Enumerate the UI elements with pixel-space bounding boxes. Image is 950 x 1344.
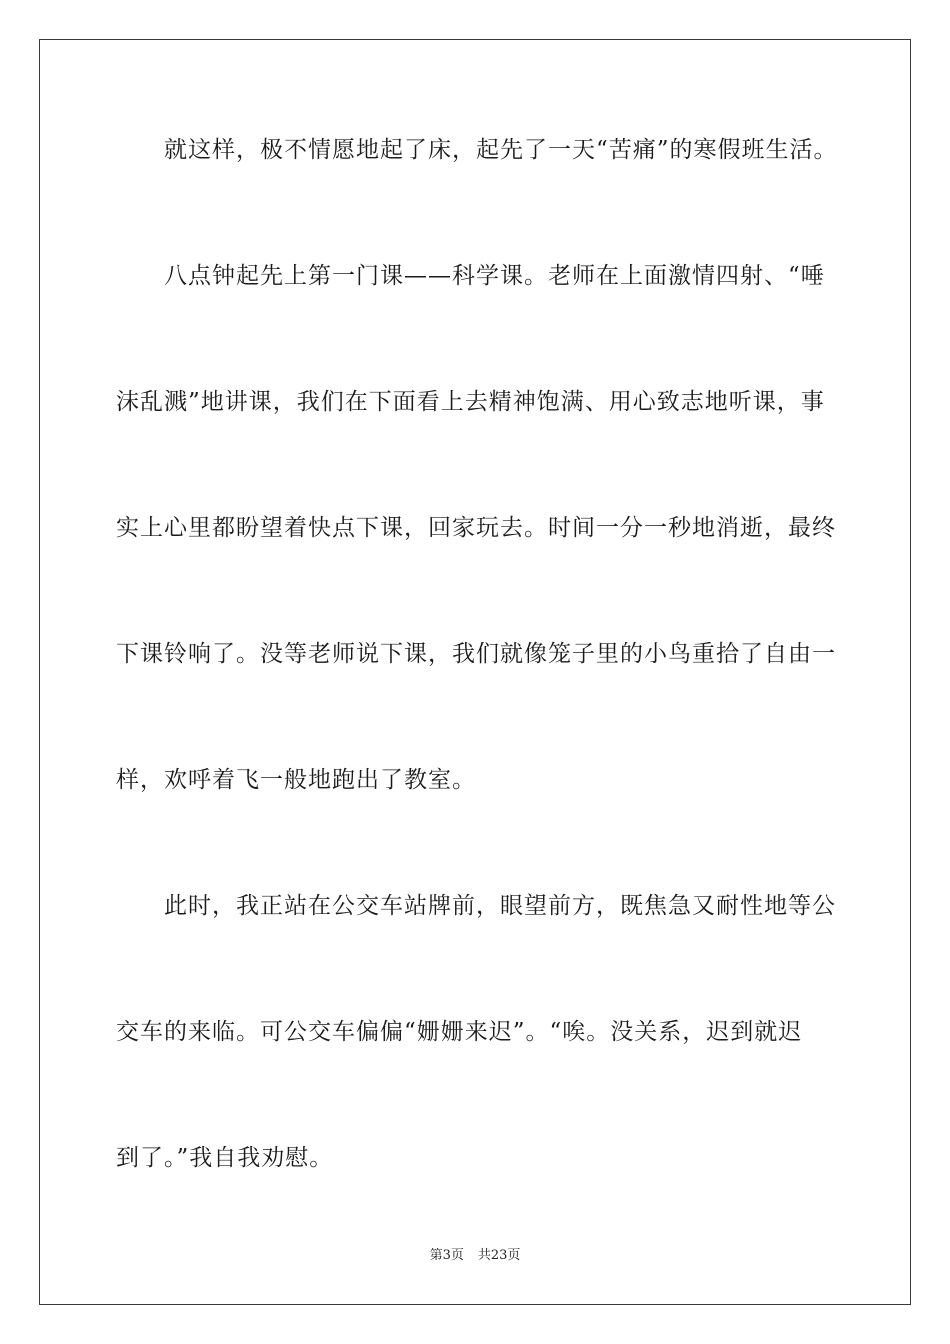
paragraph-2-line-4: 下课铃响了。没等老师说下课，我们就像笼子里的小鸟重拾了自由一 <box>116 641 836 667</box>
paragraph-2-line-3: 实上心里都盼望着快点下课，回家玩去。时间一分一秒地消逝，最终 <box>116 515 836 541</box>
paragraph-3-line-3: 到了。”我自我劝慰。 <box>116 1145 334 1171</box>
page-number: 第3页 <box>429 1248 464 1263</box>
paragraph-3-line-2: 交车的来临。可公交车偏偏“姗姗来迟”。“唉。没关系，迟到就迟 <box>116 1019 803 1045</box>
paragraph-2-line-1: 八点钟起先上第一门课——科学课。老师在上面激情四射、“唾 <box>164 263 825 289</box>
paragraph-1-line-1: 就这样，极不情愿地起了床，起先了一天“苦痛”的寒假班生活。 <box>164 137 838 163</box>
page-total: 共23页 <box>477 1248 521 1263</box>
page-footer <box>0 1246 950 1266</box>
paragraph-2-line-2: 沫乱溅”地讲课，我们在下面看上去精神饱满、用心致志地听课，事 <box>116 389 825 415</box>
paragraph-3-line-1: 此时，我正站在公交车站牌前，眼望前方，既焦急又耐性地等公 <box>164 893 836 919</box>
paragraph-2-line-5: 样，欢呼着飞一般地跑出了教室。 <box>116 767 476 793</box>
